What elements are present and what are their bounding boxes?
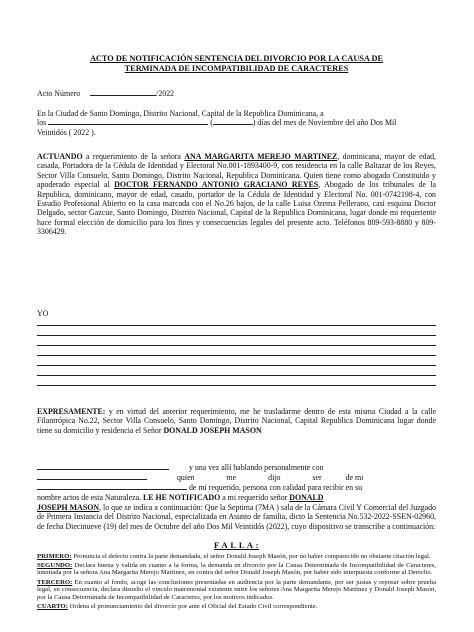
- acto-number-blank: [90, 95, 156, 96]
- exp-line-9: JOSEPH MASON, lo que se indica a continuación: Que la Septima (7MA ) sala de la Cámara Civil Y Comercial del Juzgado de Primera Instancia del Distrito Nacional, especializada en Asunto de familia, dicto la Sentencia No.532-2022-SSEN-02960, de fecha Diecinueve (19) del mes de Octubre del año Dos Mil Veintidós (2022), cuyo dispositivo se transcribe a continuación:: [37, 503, 436, 531]
- exp-line-7: de mi requerido, persona con calidad para recibir en su: [37, 483, 436, 492]
- acto-number-line: [37, 89, 436, 98]
- tercero-paragraph: TERCERO: En cuanto al fondo, acoge las conclusiones presentadas en audiencia por la parte demandante, por ser justas y reposar sobre prueba legal, en consecuencia, declara disuelto el vinculo matrimonial existente entre los señores Ana Margarita Merejo Martinez y Donald Joseph Masón, por la Causa Determinada de Incompatibilidad de Caracteres, por los motivos indicados.: [37, 579, 437, 601]
- actuando-paragraph: ACTUANDO a requerimiento de la señora ANA MARGARITA MEREJO MARTINEZ, dominicana, mayor de edad, casada, Portadora de la Cédula de Identidad y Electoral No.001-1893400-9, con residencia en la calle Baltazar de los Reyes, Sector Villa Consuelo, Santo Domingo, Distrito Nacional, Republica Dominicana. Quien tiene como abogado Constituido y apoderado especial al DOCTOR FERNANDO ANTONIO GRACIANO REYES, Abogado de los tribunales de la Republica, dominicano, mayor de edad, casado, portador de la Cédula de Identidad y Electoral No. 001-0742198-4, con Estudio Profesional Abierto en la casa marcada con el No.26 bajos, de la calle Luisa Ozema Pellerano, casi esquina Doctor Delgado, sector Gazcue, Santo Domingo, Distrito Nacional, Capital de la Republica Dominicana, lugar donde mi requeriente hace formal elección de domicilio para los fines y consecuencias legales del presente acto. Teléfonos 809-593-8880 y 809-3306429.: [37, 152, 436, 237]
- respondent-name-2: JOSEPH MASON: [37, 503, 100, 512]
- blank-line: [37, 355, 436, 356]
- acto-year: /2022: [156, 89, 175, 98]
- exp-line-8: nombre actos de esta Naturaleza. LE HE NOTIFICADO a mi requerido señor DONALD: [37, 493, 324, 502]
- le-he-notificado: LE HE NOTIFICADO: [143, 493, 221, 502]
- blank-line: [37, 325, 436, 326]
- blank-line: [37, 345, 436, 346]
- title-line-1: ACTO DE NOTIFICACIÓN SENTENCIA DEL DIVORCIO POR LA CAUSA DE: [89, 54, 384, 63]
- blank-line: [37, 385, 436, 386]
- yo-label: YO: [37, 309, 49, 318]
- expresamente-word: EXPRESAMENTE:: [37, 407, 106, 416]
- tercero-label: TERCERO:: [37, 579, 73, 586]
- lawyer-name: DOCTOR FERNANDO ANTONIO GRACIANO REYES: [114, 180, 319, 190]
- primero-label: PRIMERO:: [37, 553, 72, 560]
- segundo-label: SEGUNDO:: [37, 562, 73, 569]
- blank-line: [37, 375, 436, 376]
- respondent-name: DONALD JOSEPH MASON: [163, 425, 262, 435]
- exp-line-6: quien me dijo ser de mi: [37, 473, 436, 482]
- blank-line: [37, 365, 436, 366]
- expresamente-paragraph: EXPRESAMENTE: y en virtud del anterior requerimiento, me he trasladarme dentro de esta misma Ciudad a la calle Filantrópica No.22, Sector Villa Consuelo, Santo Domingo, Distrito Nacional, Capital Republica Dominicana lugar donde tiene su domicilio y residencia el Señor DONALD JOSEPH MASON: [37, 407, 436, 435]
- intro-line-1: En la Ciudad de Santo Domingo, Distrito Nacional, Capital de la Republica Dominicana, a: [37, 109, 324, 118]
- intro-line-3: Veintidós ( 2022 ).: [37, 127, 96, 137]
- intro-paragraph: [37, 109, 436, 137]
- cuarto-label: CUARTO:: [37, 603, 68, 610]
- acto-label: Acto Número: [37, 89, 81, 98]
- primero-paragraph: PRIMERO: Pronuncia el defecto contra la parte demandada, el señor Donald Joseph Masón, por no haber comparecido no obstante citación legal.: [37, 553, 431, 560]
- cuarto-paragraph: CUARTO: Ordena el pronunciamiento del divorcio por ante el Oficial del Estado Civil correspondiente.: [37, 603, 318, 610]
- falla-heading: F A L L A :: [213, 540, 260, 550]
- exp-line-5: y una vez allí hablando personalmente con: [37, 463, 436, 472]
- title-line-2: TERMINADA DE INCOMPATIBILIDAD DE CARACTERES: [124, 63, 349, 73]
- blank-line: [37, 335, 436, 336]
- document-title: [37, 54, 436, 73]
- intro-line-2: los ( ) días del mes de Noviembre del año Dos Mil: [37, 118, 397, 128]
- day-number-blank: [213, 124, 253, 125]
- day-words-blank: [48, 124, 208, 125]
- actuando-word: ACTUANDO: [37, 152, 83, 161]
- requester-name: ANA MARGARITA MEREJO MARTINEZ: [184, 152, 338, 161]
- blank: [37, 489, 187, 490]
- blank: [37, 479, 147, 480]
- blank: [37, 469, 169, 470]
- segundo-paragraph: SEGUNDO: Declara buena y valida en cuanto a la forma, la demanda en divorcio por la Causa Determinada de Incompatibilidad de Caracteres, intentada por la señora Ana Margarita Merejo Martinez, en contra del señor Donald Joseph Masón, por haber sido interpuesta conforme al Derecho.: [37, 562, 437, 577]
